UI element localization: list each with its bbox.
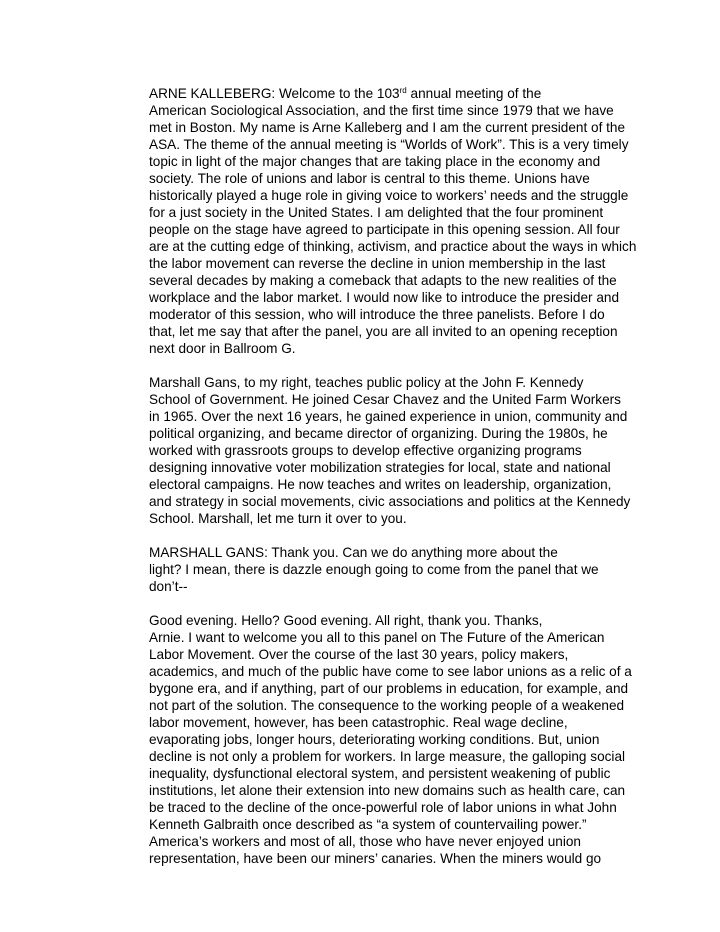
paragraph-gans-thanks xyxy=(107,544,615,595)
text-line: inequality, dysfunctional electoral system, and persistent weakening of public xyxy=(149,766,611,781)
transcript-body xyxy=(107,85,637,867)
text-line: people on the stage have agreed to participate in this opening session. All four xyxy=(149,222,620,237)
text-line: evaporating jobs, longer hours, deteriorating working conditions. But, union xyxy=(149,732,600,747)
text-line: MARSHALL GANS: Thank you. Can we do anything more about the xyxy=(149,545,558,560)
text-line: light? I mean, there is dazzle enough going to come from the panel that we xyxy=(149,562,599,577)
text-line: academics, and much of the public have come to see labor unions as a relic of a xyxy=(149,664,632,679)
text-line: Arnie. I want to welcome you all to this panel on The Future of the American xyxy=(149,630,605,645)
text-line: in 1965. Over the next 16 years, he gained experience in union, community and xyxy=(149,409,628,424)
text-line: workplace and the labor market. I would now like to introduce the presider and xyxy=(149,290,619,305)
text-line: School. Marshall, let me turn it over to you. xyxy=(149,511,407,526)
text-line: for a just society in the United States. I am delighted that the four prominent xyxy=(149,205,604,220)
text-line: American Sociological Association, and the first time since 1979 that we have xyxy=(149,103,614,118)
text-line: America’s workers and most of all, those who have never enjoyed union xyxy=(149,834,581,849)
text-line: the labor movement can reverse the decline in union membership in the last xyxy=(149,256,606,271)
text-line: don’t-- xyxy=(149,579,188,594)
text-line-part: ARNE KALLEBERG: Welcome to the 103 xyxy=(149,86,400,101)
text-line: political organizing, and became director of organizing. During the 1980s, he xyxy=(149,426,608,441)
text-line: worked with grassroots groups to develop effective organizing programs xyxy=(149,443,582,458)
paragraph-gans-introduction xyxy=(107,374,631,527)
paragraph-gans-welcome xyxy=(107,612,632,867)
text-line: Good evening. Hello? Good evening. All right, thank you. Thanks, xyxy=(149,613,543,628)
text-line: bygone era, and if anything, part of our problems in education, for example, and xyxy=(149,681,629,696)
paragraph-kalleberg-welcome xyxy=(107,85,637,357)
text-line: electoral campaigns. He now teaches and writes on leadership, organization, xyxy=(149,477,612,492)
text-line: designing innovative voter mobilization strategies for local, state and national xyxy=(149,460,611,475)
text-line: met in Boston. My name is Arne Kalleberg and I am the current president of the xyxy=(149,120,626,135)
text-line: Labor Movement. Over the course of the last 30 years, policy makers, xyxy=(149,647,569,662)
text-line: topic in light of the major changes that are taking place in the economy and xyxy=(149,154,601,169)
ordinal-superscript: rd xyxy=(399,86,407,95)
text-line: institutions, let alone their extension into new domains such as health care, can xyxy=(149,783,626,798)
text-line: historically played a huge role in giving voice to workers’ needs and the struggle xyxy=(149,188,629,203)
text-line: School of Government. He joined Cesar Chavez and the United Farm Workers xyxy=(149,392,621,407)
text-line: Marshall Gans, to my right, teaches public policy at the John F. Kennedy xyxy=(149,375,584,390)
text-line: be traced to the decline of the once-powerful role of labor unions in what John xyxy=(149,800,617,815)
text-line: society. The role of unions and labor is central to this theme. Unions have xyxy=(149,171,590,186)
text-line: and strategy in social movements, civic associations and politics at the Kennedy xyxy=(149,494,631,509)
text-line xyxy=(107,85,615,102)
text-line: next door in Ballroom G. xyxy=(149,341,296,356)
text-line: that, let me say that after the panel, you are all invited to an opening reception xyxy=(149,324,618,339)
text-line: several decades by making a comeback that adapts to the new realities of the xyxy=(149,273,617,288)
text-line: are at the cutting edge of thinking, activism, and practice about the ways in which xyxy=(149,239,637,254)
text-line: representation, have been our miners’ canaries. When the miners would go xyxy=(149,851,602,866)
text-line: labor movement, however, has been catastrophic. Real wage decline, xyxy=(149,715,568,730)
text-line-part: annual meeting of the xyxy=(406,86,542,101)
text-line: moderator of this session, who will introduce the three panelists. Before I do xyxy=(149,307,605,322)
text-line: ASA. The theme of the annual meeting is “Worlds of Work”. This is a very timely xyxy=(149,137,629,152)
text-line: decline is not only a problem for workers. In large measure, the galloping social xyxy=(149,749,626,764)
text-line: Kenneth Galbraith once described as “a system of countervailing power.” xyxy=(149,817,587,832)
text-line: not part of the solution. The consequence to the working people of a weakened xyxy=(149,698,625,713)
